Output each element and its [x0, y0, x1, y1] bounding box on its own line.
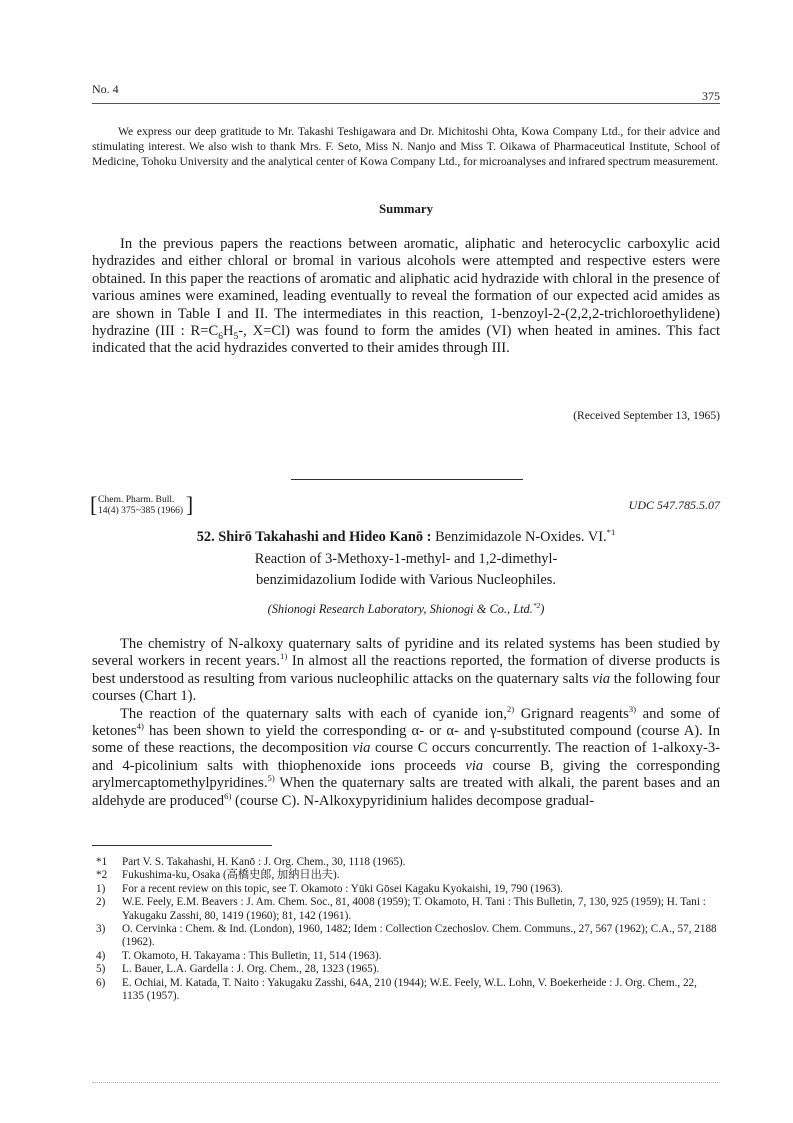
footnote-mark: *1: [96, 856, 108, 868]
footnote-mark: *2: [96, 869, 108, 882]
summary-text-3: -, X=Cl) was found to form the amides (VI) when heated in amines. This fact indicated that the acid hydrazides converted to their amides through III.: [92, 323, 720, 357]
acknowledgement-paragraph: We express our deep gratitude to Mr. Takashi Teshigawara and Dr. Michitoshi Ohta, Kowa Company Ltd., for their advice and stimulating interest. We also wish to thank Mrs. F. Seto, Miss N. Nanjo and Miss T. Oikawa of Pharmaceutical Institute, School of Medicine, Tohoku University and the analytical center of Kowa Company Ltd., for microanalyses and infrared spectrum measurement.: [92, 125, 720, 169]
body-text: course C occurs concurrently. The reaction of 1-alkoxy-3- and 4-picolinium salts with thiophenoxide ions proceeds: [92, 740, 721, 774]
italic-via: via: [352, 740, 371, 757]
footnote-text: L. Bauer, L.A. Gardella : J. Org. Chem., 28, 1323 (1965).: [122, 963, 380, 976]
journal-ref-line-2: 14(4) 375~385 (1966): [98, 505, 184, 516]
received-date: (Received September 13, 1965): [573, 409, 720, 422]
right-bracket: ]: [185, 492, 194, 517]
reference-mark: 3): [628, 703, 637, 714]
body-text: (course C). N-Alkoxypyridinium halides decompose gradual-: [231, 792, 595, 809]
body-text: Grignard reagents: [514, 705, 629, 722]
body-text: the following four courses (Chart 1).: [92, 670, 720, 705]
journal-issue: No. 4: [92, 82, 119, 96]
subscript-6: 6: [218, 331, 223, 342]
article-separator-rule: [291, 479, 523, 480]
summary-text-2: H: [222, 323, 234, 340]
header-rule: [92, 103, 720, 104]
article-title-block: [92, 527, 720, 592]
affiliation-text: (Shionogi Research Laboratory, Shionogi & Co., Ltd.: [267, 602, 533, 616]
affiliation-footnote-mark: *2: [532, 600, 541, 610]
footnote: [92, 963, 720, 976]
body-text: and some of ketones: [92, 705, 720, 740]
reference-mark: 2): [506, 703, 515, 714]
body-text: has been shown to yield the corresponding α- or α- and γ-substituted compound (course A). In some of these reactions, the decomposition: [92, 723, 720, 757]
affiliation: [92, 602, 720, 617]
footnotes: [92, 856, 720, 1003]
body-text: The chemistry of N-alkoxy quaternary salts of pyridine and its related systems has been studied by several workers in recent years.: [92, 636, 720, 670]
article-number-authors: 52. Shirō Takahashi and Hideo Kanō :: [196, 529, 432, 545]
body-text: When the quaternary salts are treated with alkali, the parent bases and an aldehyde are produced: [92, 775, 720, 809]
footnote-text: Fukushima-ku, Osaka (高橋史郎, 加納日出夫).: [122, 869, 340, 882]
footnote-mark: 5): [96, 963, 106, 976]
udc-code: UDC 547.785.5.07: [628, 498, 720, 512]
affiliation-close: ): [540, 602, 545, 616]
footnote: [92, 923, 720, 950]
footnote: [92, 977, 720, 1004]
footnote-mark: 3): [96, 923, 106, 936]
reference-mark: 5): [267, 773, 275, 784]
footnote: [92, 883, 720, 896]
article-title-line-1: [92, 527, 720, 549]
summary-paragraph: [92, 236, 720, 358]
footnote: [92, 896, 720, 923]
footnote-text: For a recent review on this topic, see T. Okamoto : Yūki Gōsei Kagaku Kyokaishi, 19, 790 (1963).: [122, 882, 563, 895]
article-title-text: Benzimidazole N-Oxides. VI.: [435, 529, 607, 545]
journal-reference: [90, 492, 194, 517]
body-paragraph-1: [92, 636, 720, 706]
footnote-text: T. Okamoto, H. Takayama : This Bulletin, 11, 514 (1963).: [122, 949, 382, 962]
footnote-text: O. Cervinka : Chem. & Ind. (London), 1960, 1482; Idem : Collection Czechoslov. Chem. Communs., 27, 567 (1962); C.A., 57, 2188 (1962).: [122, 923, 717, 949]
footnote-mark: 4): [96, 949, 106, 962]
italic-via: via: [465, 757, 484, 774]
body-text: The reaction of the quaternary salts with each of cyanide ion,: [120, 705, 507, 722]
body-paragraph-2: [92, 703, 721, 810]
italic-via: via: [592, 670, 611, 687]
article-title-line-2: Reaction of 3-Methoxy-1-methyl- and 1,2-dimethyl-: [254, 550, 558, 567]
footnote-rule: [92, 845, 272, 846]
reference-mark: 4): [136, 721, 144, 732]
footnote-mark: 6): [96, 976, 106, 989]
footnote-text: W.E. Feely, E.M. Beavers : J. Am. Chem. Soc., 81, 4008 (1959); T. Okamoto, H. Tani : This Bulletin, 7, 130, 925 (1959); H. Tani : Yakugaku Zasshi, 80, 1419 (1960); 81, 142 (1961).: [122, 896, 706, 922]
summary-text-1: In the previous papers the reactions between aromatic, aliphatic and heterocyclic carboxylic acid hydrazides and either chloral or bromal in various alcohols were attempted and respective esters were obtained. In this paper the reactions of aromatic and aliphatic acid hydrazide with chloral in the presence of various amines were examined, leading eventually to reveal the formation of our expected acid amides as are shown in Table I and II. The intermediates in this reaction, 1-benzoyl-2-(2,2,2-trichloroethylidene) hydrazine (III : R=C: [92, 236, 720, 340]
page-number: 375: [702, 89, 720, 103]
footnote: [92, 856, 720, 869]
footnote: [92, 869, 720, 882]
left-bracket: [: [90, 492, 98, 517]
footnote: [92, 950, 720, 963]
article-body: [92, 636, 720, 810]
journal-ref-line-1: Chem. Pharm. Bull.: [98, 494, 175, 505]
summary-heading: Summary: [378, 202, 434, 216]
footnote-text: Part V. S. Takahashi, H. Kanō : J. Org. Chem., 30, 1118 (1965).: [122, 856, 406, 868]
reference-mark: 1): [279, 651, 288, 662]
article-title-line-3: benzimidazolium Iodide with Various Nucleophiles.: [256, 572, 556, 588]
reference-mark: 6): [224, 790, 232, 801]
footnote-mark: 1): [96, 882, 106, 895]
title-footnote-mark: *1: [606, 527, 616, 538]
subscript-5: 5: [233, 331, 239, 342]
footnote-text: E. Ochiai, M. Katada, T. Naito : Yakugaku Zasshi, 64A, 210 (1944); W.E. Feely, W.L. Lohn, V. Boekerheide : J. Org. Chem., 22, 1135 (1957).: [122, 976, 697, 1003]
footnote-mark: 2): [96, 896, 106, 909]
body-text: course B, giving the corresponding arylmercaptomethylpyridines.: [92, 757, 720, 792]
bottom-scan-line: [92, 1082, 720, 1083]
body-text: In almost all the reactions reported, the formation of diverse products is best understood as resulting from various nucleophilic attacks on the quaternary salts: [92, 653, 720, 687]
